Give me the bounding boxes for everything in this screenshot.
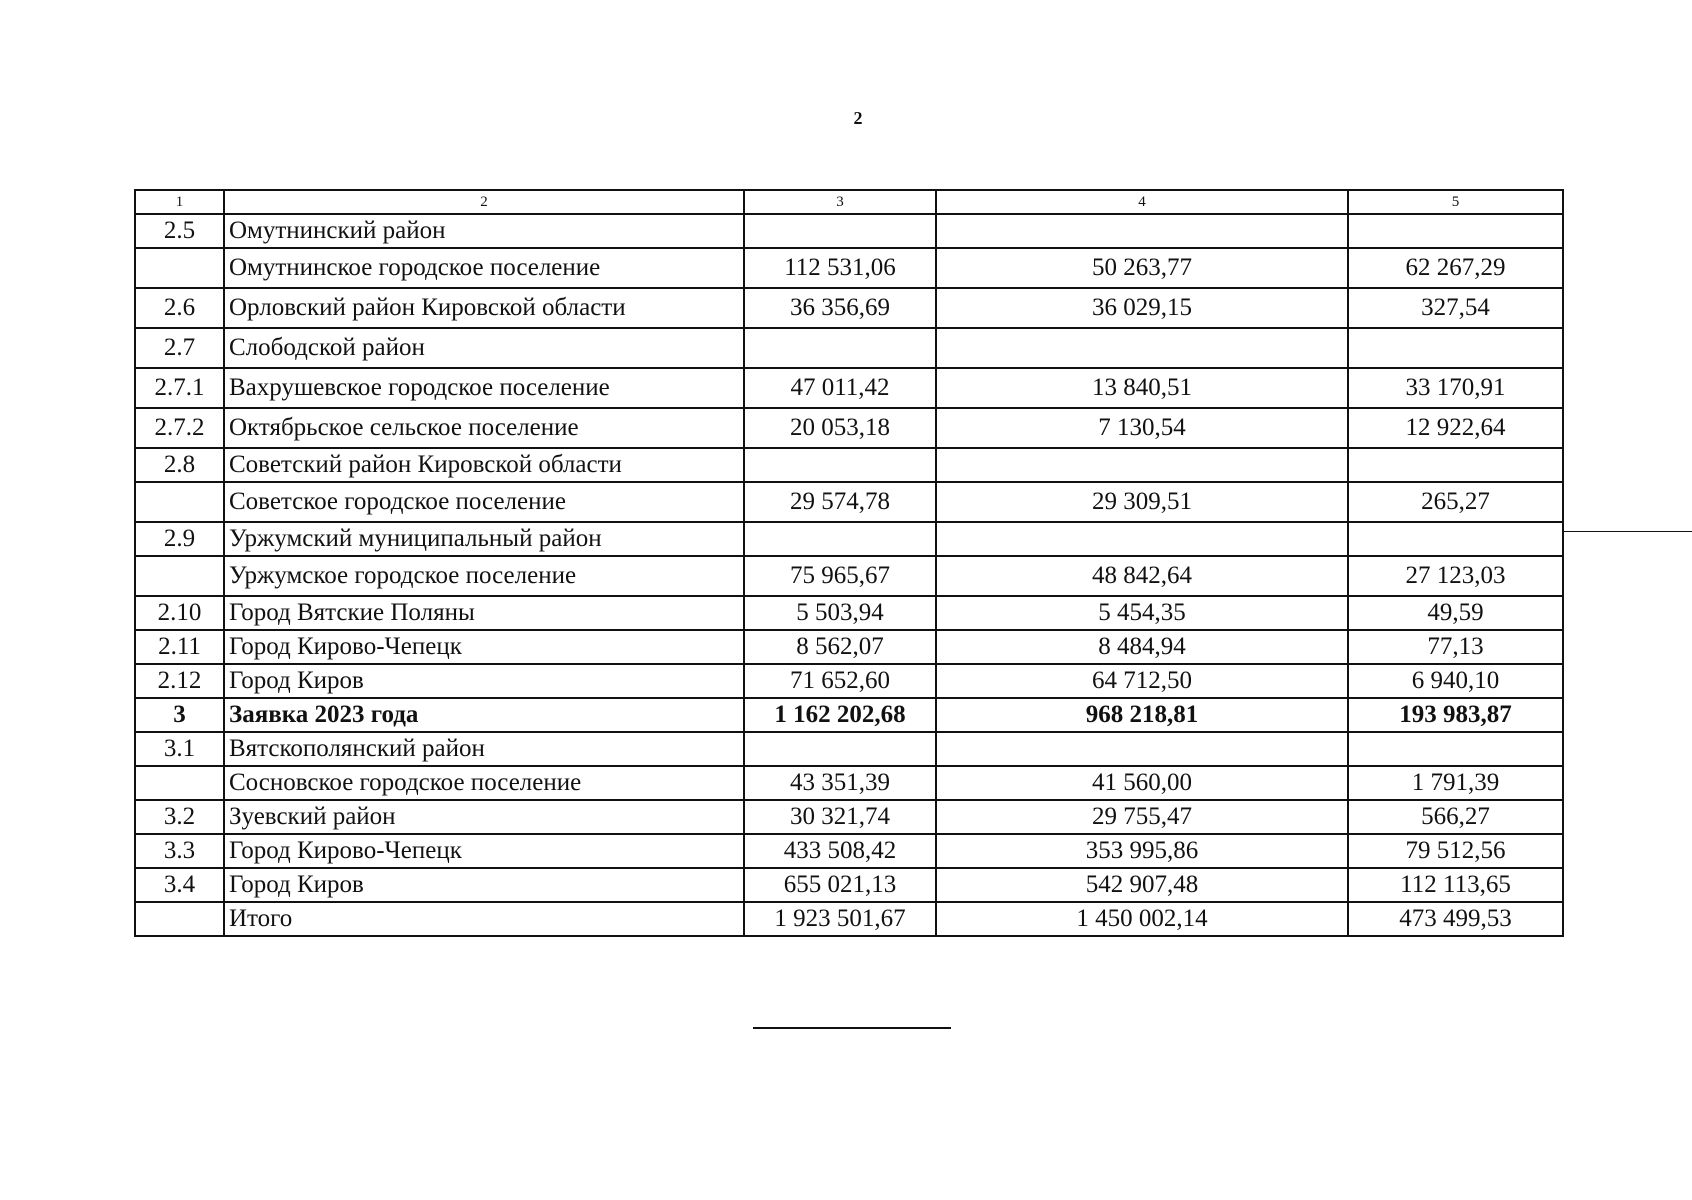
row-name-cell: Омутнинское городское поселение <box>224 248 744 288</box>
row-value-col4-cell <box>936 522 1348 556</box>
row-value-col5-cell: 33 170,91 <box>1348 368 1563 408</box>
table-row <box>135 630 1563 664</box>
table-row <box>135 834 1563 868</box>
table-row <box>135 868 1563 902</box>
row-number-cell: 3.4 <box>135 868 224 902</box>
row-name-cell: Октябрьское сельское поселение <box>224 408 744 448</box>
row-value-col4-cell: 5 454,35 <box>936 596 1348 630</box>
row-value-col5-cell: 6 940,10 <box>1348 664 1563 698</box>
row-value-col5-cell: 473 499,53 <box>1348 902 1563 936</box>
row-name-cell: Город Киров <box>224 664 744 698</box>
row-value-col4-cell: 13 840,51 <box>936 368 1348 408</box>
row-number-cell <box>135 248 224 288</box>
row-value-col4-cell <box>936 214 1348 248</box>
row-value-col4-cell: 353 995,86 <box>936 834 1348 868</box>
row-number-cell: 2.11 <box>135 630 224 664</box>
table-body <box>135 214 1563 936</box>
row-number-cell: 2.7 <box>135 328 224 368</box>
row-number-cell: 2.8 <box>135 448 224 482</box>
row-value-col3-cell <box>744 448 936 482</box>
row-name-cell: Слободской район <box>224 328 744 368</box>
row-number-cell: 3 <box>135 698 224 732</box>
table-row <box>135 556 1563 596</box>
row-value-col4-cell <box>936 732 1348 766</box>
row-number-cell <box>135 482 224 522</box>
row-value-col3-cell <box>744 732 936 766</box>
row-value-col3-cell: 8 562,07 <box>744 630 936 664</box>
data-table <box>134 189 1564 937</box>
margin-line <box>1563 531 1692 532</box>
row-value-col5-cell <box>1348 732 1563 766</box>
row-value-col4-cell: 7 130,54 <box>936 408 1348 448</box>
row-name-cell: Город Кирово-Чепецк <box>224 630 744 664</box>
row-value-col3-cell: 1 162 202,68 <box>744 698 936 732</box>
closing-rule <box>753 1027 951 1029</box>
row-value-col5-cell: 77,13 <box>1348 630 1563 664</box>
row-name-cell: Итого <box>224 902 744 936</box>
row-value-col5-cell: 265,27 <box>1348 482 1563 522</box>
column-header-row <box>135 190 1563 214</box>
row-value-col3-cell: 36 356,69 <box>744 288 936 328</box>
row-value-col5-cell <box>1348 522 1563 556</box>
row-value-col3-cell: 47 011,42 <box>744 368 936 408</box>
row-number-cell: 3.1 <box>135 732 224 766</box>
table-row <box>135 482 1563 522</box>
row-value-col3-cell: 30 321,74 <box>744 800 936 834</box>
row-value-col4-cell: 968 218,81 <box>936 698 1348 732</box>
row-number-cell: 2.7.2 <box>135 408 224 448</box>
row-value-col4-cell: 29 309,51 <box>936 482 1348 522</box>
row-value-col5-cell: 79 512,56 <box>1348 834 1563 868</box>
table-row <box>135 328 1563 368</box>
row-value-col5-cell <box>1348 214 1563 248</box>
row-value-col5-cell: 112 113,65 <box>1348 868 1563 902</box>
row-value-col4-cell: 542 907,48 <box>936 868 1348 902</box>
row-number-cell: 2.5 <box>135 214 224 248</box>
table-row <box>135 596 1563 630</box>
table-row <box>135 288 1563 328</box>
row-value-col3-cell: 5 503,94 <box>744 596 936 630</box>
row-value-col5-cell <box>1348 448 1563 482</box>
row-value-col3-cell: 433 508,42 <box>744 834 936 868</box>
row-value-col4-cell: 41 560,00 <box>936 766 1348 800</box>
row-value-col3-cell <box>744 328 936 368</box>
row-number-cell: 2.6 <box>135 288 224 328</box>
row-value-col5-cell: 62 267,29 <box>1348 248 1563 288</box>
row-name-cell: Орловский район Кировской области <box>224 288 744 328</box>
row-value-col5-cell: 1 791,39 <box>1348 766 1563 800</box>
column-header: 2 <box>224 190 744 214</box>
row-value-col5-cell: 27 123,03 <box>1348 556 1563 596</box>
row-number-cell: 2.10 <box>135 596 224 630</box>
row-value-col4-cell: 36 029,15 <box>936 288 1348 328</box>
row-value-col4-cell <box>936 448 1348 482</box>
row-number-cell: 2.7.1 <box>135 368 224 408</box>
column-header: 5 <box>1348 190 1563 214</box>
row-number-cell <box>135 556 224 596</box>
row-number-cell: 2.9 <box>135 522 224 556</box>
page-number: 2 <box>853 108 863 128</box>
row-value-col4-cell: 8 484,94 <box>936 630 1348 664</box>
table-row <box>135 214 1563 248</box>
row-number-cell <box>135 902 224 936</box>
row-value-col3-cell <box>744 214 936 248</box>
row-number-cell: 3.3 <box>135 834 224 868</box>
row-value-col3-cell: 655 021,13 <box>744 868 936 902</box>
row-name-cell: Заявка 2023 года <box>224 698 744 732</box>
table-row <box>135 522 1563 556</box>
column-header: 1 <box>135 190 224 214</box>
row-name-cell: Вахрушевское городское поселение <box>224 368 744 408</box>
row-value-col5-cell: 193 983,87 <box>1348 698 1563 732</box>
row-value-col4-cell: 1 450 002,14 <box>936 902 1348 936</box>
column-header: 4 <box>936 190 1348 214</box>
row-value-col4-cell: 48 842,64 <box>936 556 1348 596</box>
row-name-cell: Уржумский муниципальный район <box>224 522 744 556</box>
row-name-cell: Город Киров <box>224 868 744 902</box>
table-row <box>135 732 1563 766</box>
row-name-cell: Советское городское поселение <box>224 482 744 522</box>
table-row <box>135 408 1563 448</box>
row-name-cell: Омутнинский район <box>224 214 744 248</box>
row-value-col4-cell: 50 263,77 <box>936 248 1348 288</box>
column-header: 3 <box>744 190 936 214</box>
row-number-cell: 2.12 <box>135 664 224 698</box>
row-name-cell: Уржумское городское поселение <box>224 556 744 596</box>
table-row <box>135 766 1563 800</box>
row-number-cell: 3.2 <box>135 800 224 834</box>
table-row <box>135 448 1563 482</box>
row-value-col3-cell: 43 351,39 <box>744 766 936 800</box>
row-name-cell: Город Кирово-Чепецк <box>224 834 744 868</box>
table-row <box>135 698 1563 732</box>
row-name-cell: Вятскополянский район <box>224 732 744 766</box>
row-value-col3-cell: 29 574,78 <box>744 482 936 522</box>
row-value-col5-cell: 327,54 <box>1348 288 1563 328</box>
row-value-col3-cell: 112 531,06 <box>744 248 936 288</box>
row-value-col5-cell <box>1348 328 1563 368</box>
row-value-col3-cell: 20 053,18 <box>744 408 936 448</box>
row-value-col3-cell: 1 923 501,67 <box>744 902 936 936</box>
row-value-col3-cell: 71 652,60 <box>744 664 936 698</box>
table-row <box>135 902 1563 936</box>
table-row <box>135 248 1563 288</box>
row-value-col4-cell <box>936 328 1348 368</box>
row-value-col3-cell <box>744 522 936 556</box>
row-value-col5-cell: 12 922,64 <box>1348 408 1563 448</box>
row-value-col5-cell: 49,59 <box>1348 596 1563 630</box>
table-row <box>135 800 1563 834</box>
row-value-col4-cell: 29 755,47 <box>936 800 1348 834</box>
row-name-cell: Сосновское городское поселение <box>224 766 744 800</box>
row-value-col3-cell: 75 965,67 <box>744 556 936 596</box>
row-name-cell: Советский район Кировской области <box>224 448 744 482</box>
row-value-col4-cell: 64 712,50 <box>936 664 1348 698</box>
table-row <box>135 664 1563 698</box>
row-name-cell: Зуевский район <box>224 800 744 834</box>
row-name-cell: Город Вятские Поляны <box>224 596 744 630</box>
row-number-cell <box>135 766 224 800</box>
row-value-col5-cell: 566,27 <box>1348 800 1563 834</box>
table-row <box>135 368 1563 408</box>
